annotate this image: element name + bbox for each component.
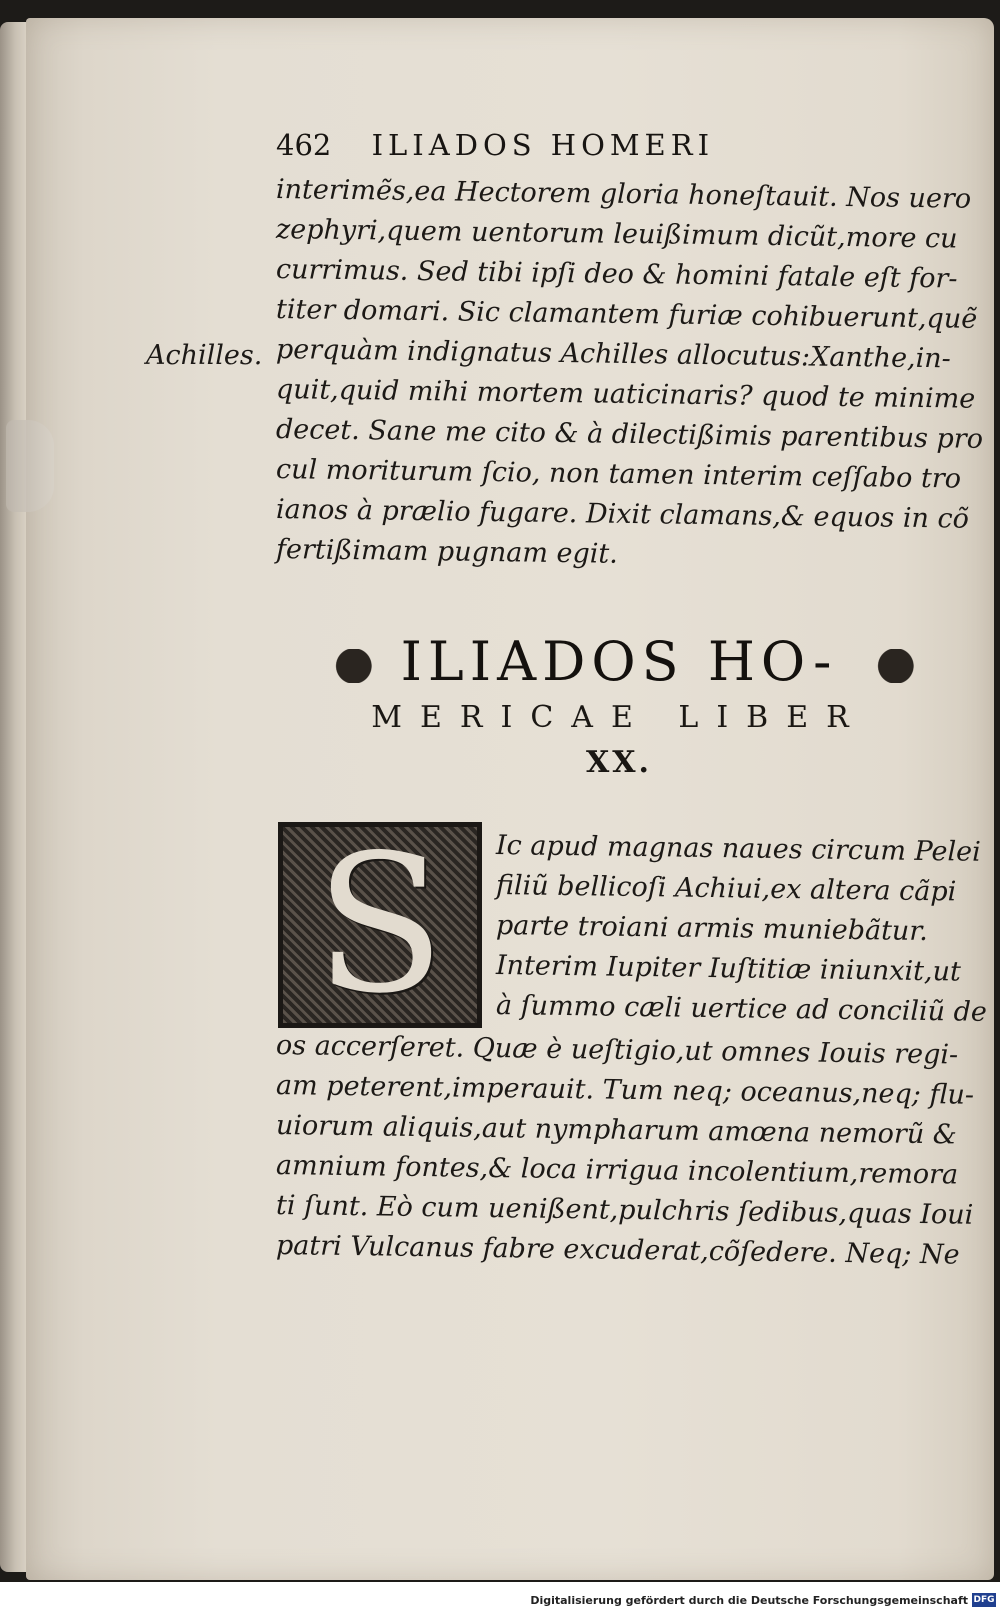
text-line: quit,quid mihi mortem uaticinaris? quod te minime [275,374,976,415]
text-line: fertißimam pugnam egit. [275,534,619,570]
text-line: parte troiani armis muniebãtur. [495,910,929,948]
text-line: Interim Iupiter Iuſtitiæ iniunxit,ut [495,950,962,988]
text-line: titer domari. Sic clamantem furiæ cohibuerunt,quẽ [275,294,978,335]
text-line: patri Vulcanus fabre excuderat,cõſedere. Neq; Ne [275,1230,960,1271]
text-line: filiũ bellicoſi Achiui,ex altera cãpi [495,870,957,908]
decorated-initial [278,814,482,1035]
page-number: 462 [276,128,332,162]
text-line: am peterent,imperauit. Tum neq; oceanus,neq; flu- [275,1070,975,1111]
text-line: amnium fontes,& loca irrigua incolentium,remora [275,1150,959,1191]
text-line: zephyri,quem uentorum leuißimum dicũt,more cu [275,214,958,255]
running-title: ILIADOS HOMERI [371,128,715,162]
footer-credit: Digitalisierung gefördert durch die Deutsche Forschungsgemeinschaft [530,1594,968,1607]
margin-note: Achilles. [146,340,263,371]
fleuron-left-icon [319,649,377,683]
book-title-line-2: MERICAE LIBER [371,700,867,735]
book-title-text-1: ILIADOS HO- [400,630,838,693]
dfg-logo: DFG [973,1595,995,1605]
page-tab-marker [6,420,54,512]
text-line: Ic apud magnas naues circum Pelei [495,830,981,868]
paragraph-1 [275,170,984,570]
footer-bar [0,1582,1000,1614]
drop-cap-letter: S [314,814,446,1035]
fleuron-right-icon [861,649,919,683]
text-line: decet. Sane me cito & à dilectißimis parentibus pro [275,414,984,455]
text-line: uiorum aliquis,aut nympharum amœna nemorũ & [275,1110,958,1151]
text-line: ti ſunt. Eò cum uenißent,pulchris ſedibus,quas Ioui [275,1190,974,1231]
book-title-line-1 [284,630,954,693]
paragraph-2-rest [275,1026,975,1271]
text-line: à ſummo cæli uertice ad conciliũ de [495,990,988,1028]
running-head [276,128,836,162]
text-line: interimẽs,ea Hectorem gloria honeſtauit. Nos uero [275,174,972,215]
text-line: cul moriturum ſcio, non tamen interim ceſſabo tro [275,454,962,495]
text-line: ianos à prælio fugare. Dixit clamans,& equos in cõ [275,494,970,535]
book-title-line-3: XX. [586,745,652,780]
text-line: currimus. Sed tibi ipſi deo & homini fatale eſt for- [275,254,958,295]
text-line: perquàm indignatus Achilles allocutus:Xanthe,in- [275,334,952,375]
text-line: os accerſeret. Quæ è ueſtigio,ut omnes Iouis regi- [275,1030,959,1071]
paragraph-2-beside-initial [495,826,988,1028]
